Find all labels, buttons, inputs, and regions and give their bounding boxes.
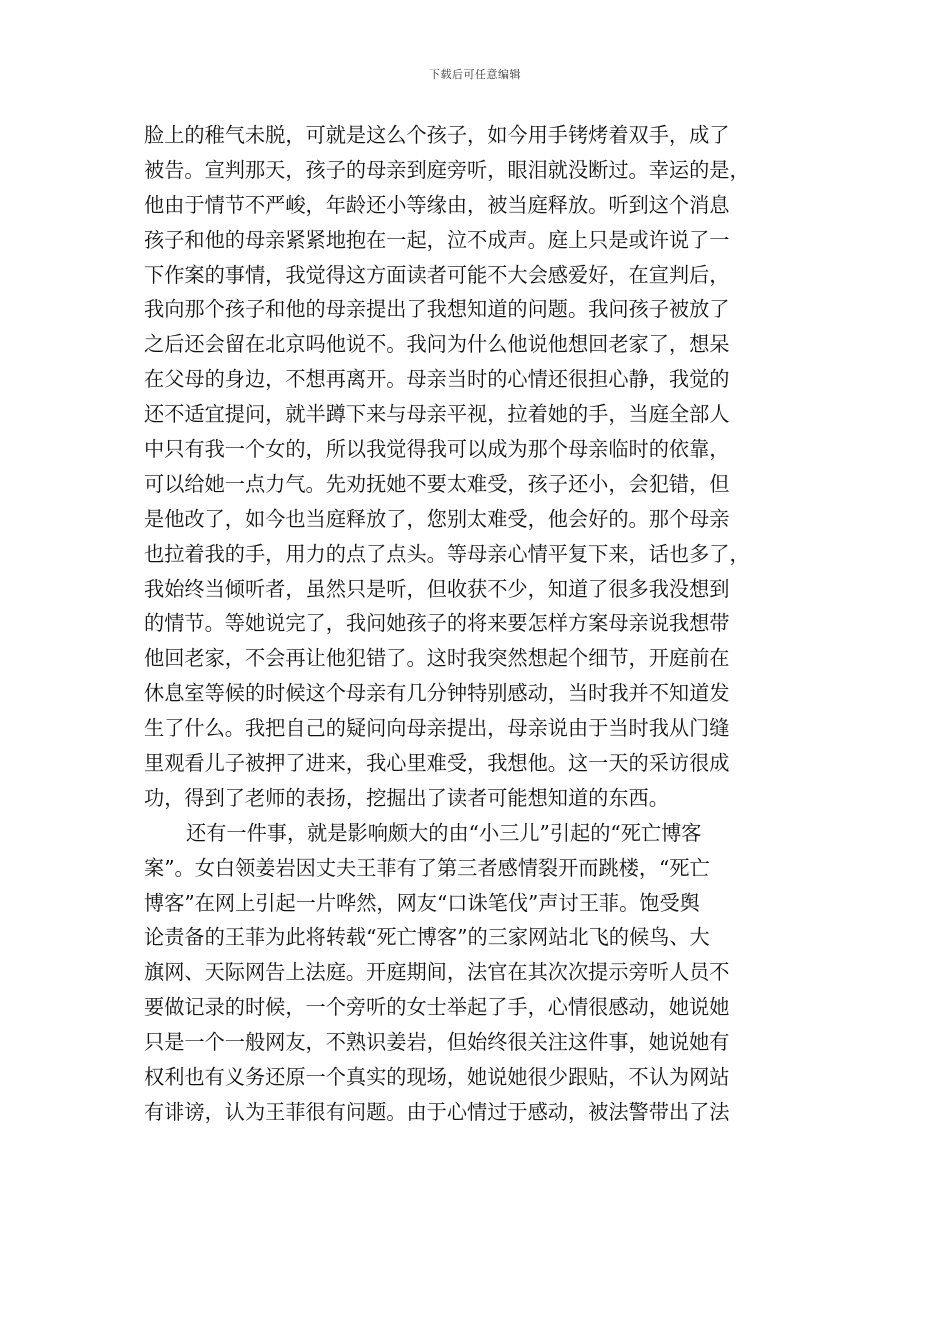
text-line: 在父母的身边，不想再离开。母亲当时的心情还很担心静，我觉的 — [144, 367, 730, 392]
text-line: 要做记录的时候，一个旁听的女士举起了手，心情很感动，她说她 — [144, 995, 730, 1020]
text-line: 博客”在网上引起一片哗然，网友“口诛笔伐”声讨王菲。饱受舆 — [144, 890, 700, 915]
text-line: 有诽谤，认为王菲很有问题。由于心情过于感动，被法警带出了法 — [144, 1099, 730, 1124]
text-line: 论责备的王菲为此将转载“死亡博客”的三家网站北飞的候鸟、大 — [144, 925, 710, 950]
text-line: 只是一个一般网友，不熟识姜岩，但始终很关注这件事，她说她有 — [144, 1030, 730, 1055]
text-line: 的情节。等她说完了，我问她孩子的将来要怎样方案母亲说我想带 — [144, 611, 730, 636]
text-line: 被告。宣判那天，孩子的母亲到庭旁听，眼泪就没断过。幸运的是， — [144, 157, 750, 182]
text-line: 我向那个孩子和他的母亲提出了我想知道的问题。我问孩子被放了 — [144, 297, 730, 322]
text-line: 下作案的事情，我觉得这方面读者可能不大会感爱好，在宣判后， — [144, 262, 730, 287]
text-line: 也拉着我的手，用力的点了点头。等母亲心情平复下来，话也多了， — [144, 541, 750, 566]
text-line: 中只有我一个女的，所以我觉得我可以成为那个母亲临时的依靠， — [144, 437, 730, 462]
text-line: 休息室等候的时候这个母亲有几分钟特别感动，当时我并不知道发 — [144, 681, 730, 706]
text-line: 权利也有义务还原一个真实的现场，她说她很少跟贴，不认为网站 — [144, 1065, 730, 1090]
text-line: 案”。女白领姜岩因丈夫王菲有了第三者感情裂开而跳楼，“死亡 — [144, 855, 710, 880]
text-line: 里观看儿子被押了进来，我心里难受，我想他。这一天的采访很成 — [144, 751, 730, 776]
text-line: 之后还会留在北京吗他说不。我问为什么他说他想回老家了，想呆 — [144, 332, 730, 357]
text-line: 生了什么。我把自己的疑问向母亲提出，母亲说由于当时我从门缝 — [144, 716, 730, 741]
paragraph-start-line: 还有一件事，就是影响颇大的由“小三儿”引起的“死亡博客 — [186, 820, 702, 845]
text-line: 还不适宜提问，就半蹲下来与母亲平视，拉着她的手，当庭全部人 — [144, 402, 730, 427]
text-line: 旗网、天际网告上法庭。开庭期间，法官在其次次提示旁听人员不 — [144, 960, 730, 985]
page-header: 下载后可任意编辑 — [429, 68, 521, 81]
body-text — [144, 118, 816, 1130]
text-line: 脸上的稚气未脱，可就是这么个孩子，如今用手铐烤着双手，成了 — [144, 123, 730, 147]
text-line: 孩子和他的母亲紧紧地抱在一起，泣不成声。庭上只是或许说了一 — [144, 227, 730, 252]
text-line: 我始终当倾听者，虽然只是听，但收获不少，知道了很多我没想到 — [144, 576, 730, 601]
text-line: 可以给她一点力气。先劝抚她不要太难受，孩子还小，会犯错，但 — [144, 471, 730, 496]
text-line: 他回老家，不会再让他犯错了。这时我突然想起个细节，开庭前在 — [144, 646, 730, 671]
text-line: 是他改了，如今也当庭释放了，您别太难受，他会好的。那个母亲 — [144, 506, 730, 531]
text-line: 功，得到了老师的表扬，挖掘出了读者可能想知道的东西。 — [144, 785, 669, 810]
text-line: 他由于情节不严峻，年龄还小等缘由，被当庭释放。听到这个消息 — [144, 192, 730, 217]
